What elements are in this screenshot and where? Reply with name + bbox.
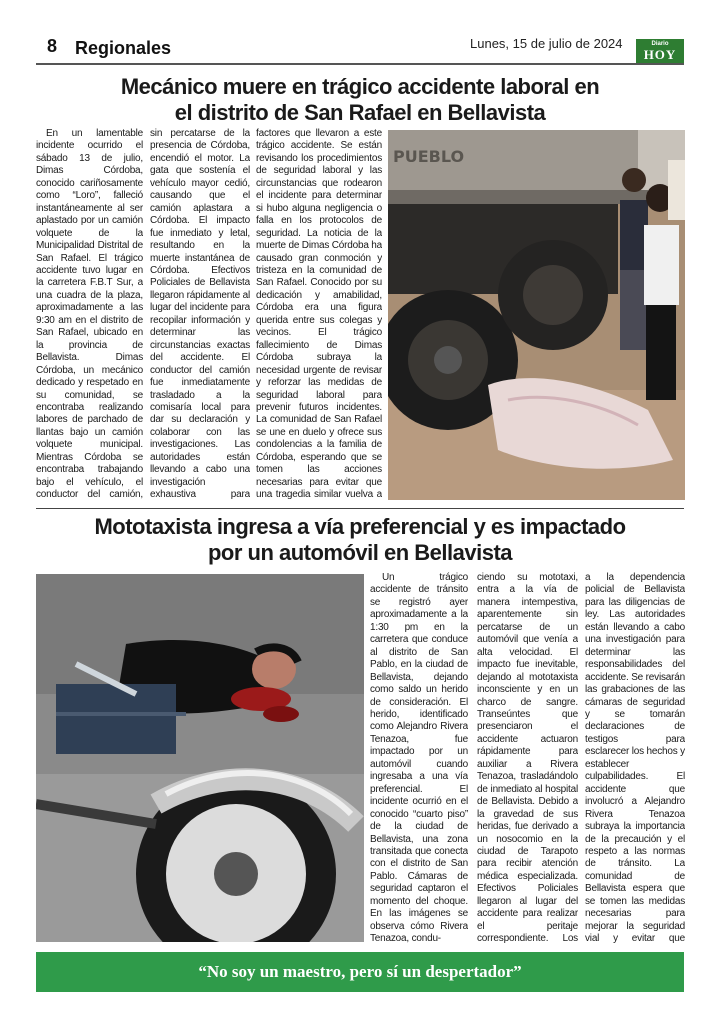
- article2-column-2: ciendo su mototaxi, entra a la vía de manera intempestiva, aparentemente sin percatarse de un automóvil que venía a alta velocidad. El impacto fue inevitable, dejando al mototaxista inconsciente y en un charco de sangre. Transeúntes que presenciaron el accidente actuaron rápidamente para auxiliar a Rivera Tenazoa, trasladándolo de inmediato al hospital de Bellavista. Debido a la gravedad de sus heridas, fue derivado a un nosocomio en la ciudad de Tarapoto para recibir atención médica especializada. Efectivos Policiales llegaron al lugar del accidente para realizar el peritaje correspondiente. Los: [477, 572, 578, 945]
- article2-headline-line1: Mototaxista ingresa a vía preferencial y es impactado: [94, 514, 626, 539]
- article-separator: [36, 508, 684, 509]
- article2-column-1: Un trágico accidente de tránsito se registró ayer aproximadamente a la 1:30 pm en la carretera que conduce al distrito de San Pablo, en la ciudad de Bellavista, dejando como saldo un herido de consideración. El herido, identificado como Alejandro Rivera Tenazoa, fue impactado por un automóvil cuando ingresaba a una vía preferencial. El incidente ocurrió en el conocido “cuarto piso” de la ciudad de Bellavista, una zona transitada que conecta con el distrito de San Pablo. Cámaras de seguridad captaron el momento del choque. En las imágenes se observa cómo Rivera Tenazoa, condu-: [370, 572, 468, 945]
- article1-headline-line2: el distrito de San Rafael en Bellavista: [174, 100, 546, 125]
- truck-lettering: PUEBLO: [393, 147, 465, 166]
- header-rule: [36, 63, 684, 65]
- newspaper-logo: [636, 39, 684, 63]
- article1-headline: [36, 74, 684, 126]
- article1-column-1: En un lamentable incidente ocurrido el sábado 13 de julio, Dimas Córdoba, conocido cariñosamente como “Loro”, falleció instantáneamente al ser aplastado por un camión volquete de la Municipalidad Distrital de San Rafael. El trágico accidente tuvo lugar en la carretera F.B.T Sur, a una cuadra de la plaza, aproximadamente a las 9:30 am en el distrito de San Rafael, ubicado en la provincia de Bellavista. Dimas Córdoba, un mecánico dedicado y respetado en su comunidad, se encontraba realizando labores de parchado de llantas bajo un camión volquete municipal. Mientras Córdoba se encontraba trabajando bajo el vehículo, el conductor del camión,: [36, 128, 143, 500]
- article1-photo: [388, 130, 685, 500]
- logo-small-text: Diario: [651, 41, 669, 47]
- article1-headline-line1: Mecánico muere en trágico accidente laboral en: [120, 74, 600, 99]
- section-title: Regionales: [75, 38, 172, 58]
- article1-column-3: factores que llevaron a este trágico accidente. Se están revisando los procedimientos de seguridad laboral y las circunstancias que rodearon el incidente para determinar si hubo alguna negligencia o falla en los protocolos de seguridad. La noticia de la muerte de Dimas Córdoba ha causado gran conmoción y tristeza en la comunidad de San Rafael. Conocido por su dedicación y amabilidad, Córdoba era una figura querida entre sus colegas y vecinos. El trágico fallecimiento de Dimas Córdoba subraya la necesidad urgente de revisar y reforzar las medidas de seguridad laboral para prevenir futuros incidentes. La comunidad de San Rafael se une en duelo y ofrece sus condolencias a la familia de Córdoba, esperando que se tomen las acciones necesarias para evitar que una tragedia similar vuelva a: [256, 128, 382, 500]
- article2-photo: [36, 574, 364, 942]
- article1-column-2: sin percatarse de la presencia de Córdoba, encendió el motor. La gata que sostenía el vehículo mayor cedió, causando que el camión aplastara a Córdoba. El impacto fue inmediato y letal, resultando en la muerte instantánea de Córdoba. Efectivos Policiales de Bellavista llegaron rápidamente al lugar del incidente para recopilar información y determinar las circunstancias exactas del accidente. El conductor del camión fue inmediatamente trasladado a la comisaría local para dar su declaración y colaborar con las investigaciones. Las autoridades están llevando a cabo una investigación exhaustiva para: [150, 128, 250, 500]
- article2-column-3: a la dependencia policial de Bellavista para las diligencias de ley. Las autoridades están llevando a cabo una investigación para determinar las responsabilidades del accidente. Se revisarán las grabaciones de las cámaras de seguridad y se tomarán declaraciones de testigos para esclarecer los hechos y establecer culpabilidades. El accidente que involucró a Alejandro Rivera Tenazoa subraya la importancia de la precaución y el respeto a las normas de tránsito. La comunidad de Bellavista espera que se tomen las medidas necesarias para mejorar la seguridad vial y evitar que: [585, 572, 685, 945]
- page-number: 8: [47, 36, 58, 56]
- article2-headline: [36, 514, 684, 566]
- logo-big-text: HOY: [643, 47, 677, 62]
- issue-date: Lunes, 15 de julio de 2024: [470, 36, 623, 51]
- footer-quote: “No soy un maestro, pero sí un despertador”: [36, 952, 684, 992]
- article2-headline-line2: por un automóvil en Bellavista: [207, 540, 513, 565]
